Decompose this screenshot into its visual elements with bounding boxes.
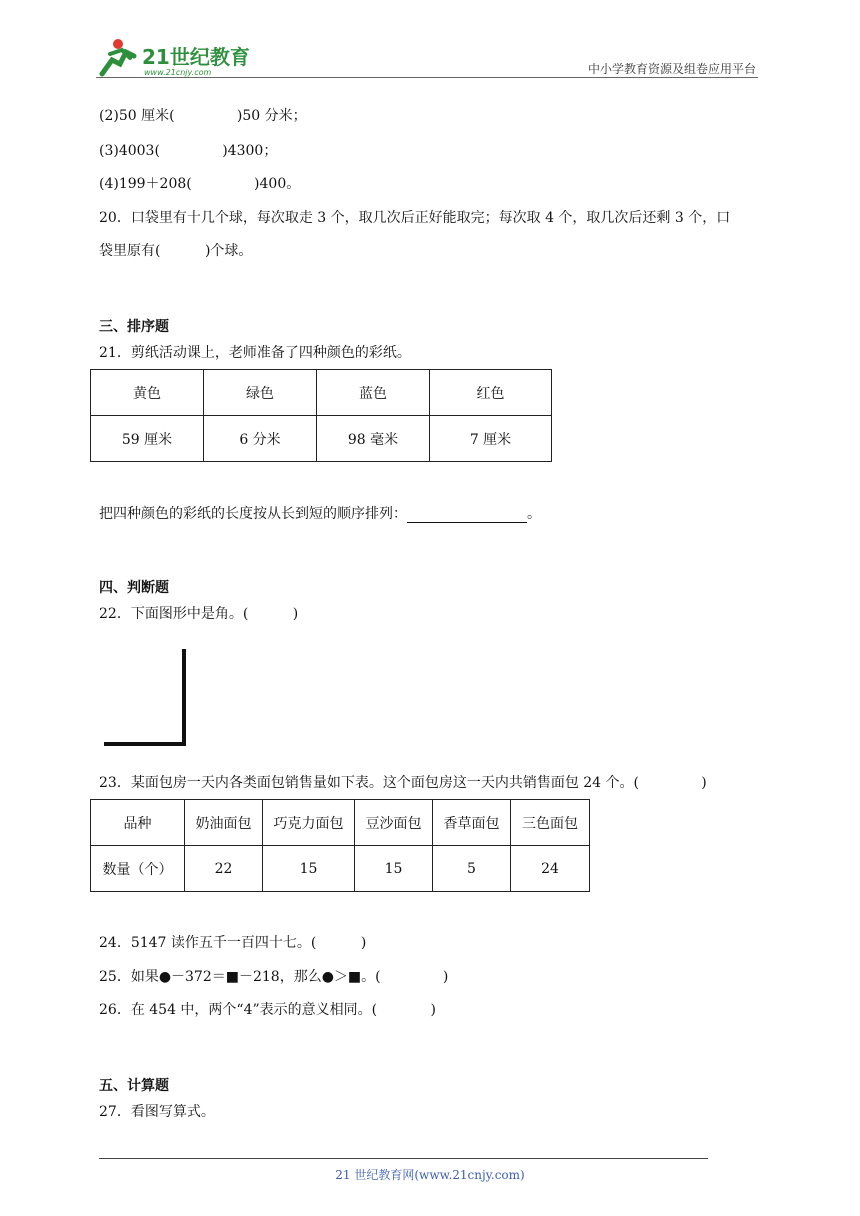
question-22: 22．下面图形中是角。( ) — [99, 606, 299, 622]
table-cell: 98 毫米 — [317, 416, 430, 462]
question-23: 23．某面包房一天内各类面包销售量如下表。这个面包房这一天内共销售面包 24 个。( ) — [99, 775, 707, 791]
question-26: 26．在 454 中，两个“4”表示的意义相同。( ) — [99, 1002, 436, 1018]
table-cell: 品种 — [91, 800, 185, 846]
table-row — [91, 800, 590, 846]
table-cell: 绿色 — [204, 370, 317, 416]
section-title-sorting: 三、排序题 — [99, 319, 169, 335]
instruction-end: 。 — [527, 506, 541, 522]
table-cell: 6 分米 — [204, 416, 317, 462]
table-row — [91, 370, 552, 416]
bread-sales-table — [90, 799, 590, 892]
question-19-4: (4)199＋208( )400。 — [99, 176, 301, 192]
angle-figure-vertical — [182, 649, 186, 746]
section-title-judgement: 四、判断题 — [99, 580, 169, 596]
answer-blank[interactable] — [407, 509, 527, 523]
question-19-3: (3)4003( )4300； — [99, 143, 278, 159]
logo-url: www.21cnjy.com — [144, 68, 212, 77]
header-platform-text: 中小学教育资源及组卷应用平台 — [587, 62, 756, 76]
table-cell: 数量（个） — [91, 846, 185, 892]
question-21: 21．剪纸活动课上，老师准备了四种颜色的彩纸。 — [99, 345, 411, 361]
question-20-line1: 20．口袋里有十几个球，每次取走 3 个，取几次后正好能取完；每次取 4 个，取几次后还剩 3 个，口 — [99, 210, 731, 226]
footer-divider — [99, 1158, 708, 1159]
logo-title: 21世纪教育 — [142, 45, 250, 69]
question-19-2: (2)50 厘米( )50 分米； — [99, 108, 307, 124]
table-cell: 24 — [511, 846, 590, 892]
question-24: 24．5147 读作五千一百四十七。( ) — [99, 935, 367, 951]
site-logo — [96, 36, 266, 78]
table-cell: 5 — [433, 846, 511, 892]
footer-site-text[interactable]: 21 世纪教育网(www.21cnjy.com) — [335, 1168, 525, 1182]
table-cell: 三色面包 — [511, 800, 590, 846]
question-27: 27．看图写算式。 — [99, 1104, 215, 1120]
header-divider — [96, 77, 758, 78]
table-row — [91, 846, 590, 892]
table-cell: 豆沙面包 — [355, 800, 433, 846]
table-cell: 22 — [185, 846, 263, 892]
question-25: 25．如果●－372＝■－218，那么●＞■。( ) — [99, 969, 449, 985]
paper-length-table — [90, 369, 552, 462]
instruction-text: 把四种颜色的彩纸的长度按从长到短的顺序排列： — [99, 506, 407, 522]
question-20-line2: 袋里原有( )个球。 — [99, 243, 253, 259]
table-row — [91, 416, 552, 462]
table-cell: 59 厘米 — [91, 416, 204, 462]
table-cell: 蓝色 — [317, 370, 430, 416]
table-cell: 奶油面包 — [185, 800, 263, 846]
question-21-instruction — [99, 505, 541, 523]
table-cell: 黄色 — [91, 370, 204, 416]
table-cell: 7 厘米 — [430, 416, 552, 462]
table-cell: 香草面包 — [433, 800, 511, 846]
angle-figure-horizontal — [104, 742, 186, 746]
table-cell: 巧克力面包 — [263, 800, 355, 846]
logo-runner-icon — [96, 36, 266, 78]
table-cell: 15 — [355, 846, 433, 892]
section-title-calculation: 五、计算题 — [99, 1078, 169, 1094]
table-cell: 15 — [263, 846, 355, 892]
table-cell: 红色 — [430, 370, 552, 416]
